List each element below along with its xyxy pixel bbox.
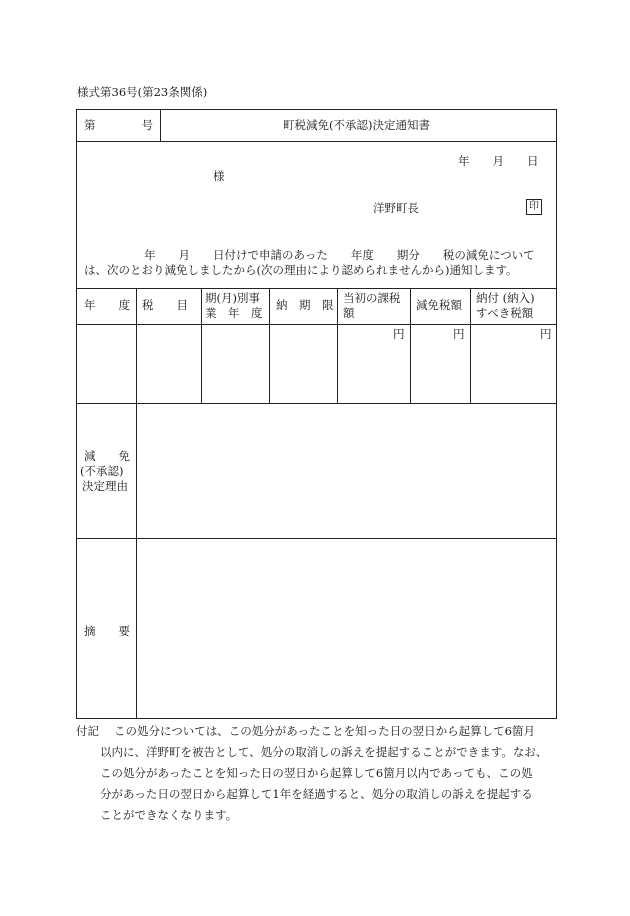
reason-label-line-3: 決定理由 [82, 479, 128, 493]
unit-reduction: 円 [453, 327, 465, 341]
summary-label: 摘 要 [84, 624, 130, 638]
col-header-reduction: 減免税額 [416, 298, 462, 312]
issue-date-line: 年 月 日 [458, 154, 539, 168]
col-header-year: 年 度 [84, 298, 130, 312]
notice-body-line-2: は、次のとおり減免しましたから(次の理由により認められませんから)通知します。 [84, 263, 518, 277]
document-title: 町税減免(不承認)決定通知書 [283, 118, 430, 132]
divider-table-header [76, 324, 557, 325]
col-header-initial-1: 当初の課税 [343, 291, 401, 305]
col-header-tax-item: 税 目 [142, 298, 188, 312]
form-id: 様式第36号(第23条関係) [77, 85, 208, 99]
divider-col-2 [201, 288, 202, 403]
divider-label-column [136, 288, 137, 719]
divider-reason-top [76, 403, 557, 404]
col-header-payable-2: すべき税額 [476, 306, 534, 320]
divider-header [76, 141, 557, 142]
divider-header-vertical [160, 109, 161, 141]
divider-col-6 [470, 288, 471, 403]
issuer-name: 洋野町長 [373, 201, 419, 215]
col-header-deadline: 納 期 限 [276, 298, 334, 312]
document-number-label: 第 号 [84, 118, 153, 132]
note-line: 分があった日の翌日から起算して1年を経過すると、処分の取消しの訴えを提起する [100, 787, 533, 801]
notice-form-frame [76, 109, 557, 719]
col-header-initial-2: 額 [343, 306, 355, 320]
divider-table-top [76, 288, 557, 289]
reason-label-line-1: 減 免 [84, 449, 130, 463]
reason-label-line-2: (不承認) [80, 464, 124, 478]
note-label: 付記 [76, 724, 99, 738]
notice-body-line-1: 年 月 日付けで申請のあった 年度 期分 税の減免について [144, 248, 535, 262]
note-line: この処分があったことを知った日の翌日から起算して6箇月以内であっても、この処 [100, 766, 533, 780]
col-header-period-1: 期(月)別事 [205, 291, 260, 305]
divider-col-3 [269, 288, 270, 403]
divider-summary-top [76, 538, 557, 539]
col-header-payable-1: 納付 (納入) [476, 291, 535, 305]
addressee-suffix: 様 [213, 169, 225, 183]
note-body [100, 721, 568, 826]
unit-initial-tax: 円 [393, 327, 405, 341]
unit-payable: 円 [540, 327, 552, 341]
col-header-period-2: 業 年 度 [205, 306, 263, 320]
seal-mark: 印 [526, 199, 542, 215]
divider-col-5 [410, 288, 411, 403]
note-line: 以内に、洋野町を被告として、処分の取消しの訴えを提起することができます。なお、 [100, 745, 548, 759]
divider-col-4 [337, 288, 338, 403]
note-line: ことができなくなります。 [100, 808, 238, 822]
note-line: この処分については、この処分があったことを知った日の翌日から起算して6箇月 [114, 724, 535, 738]
